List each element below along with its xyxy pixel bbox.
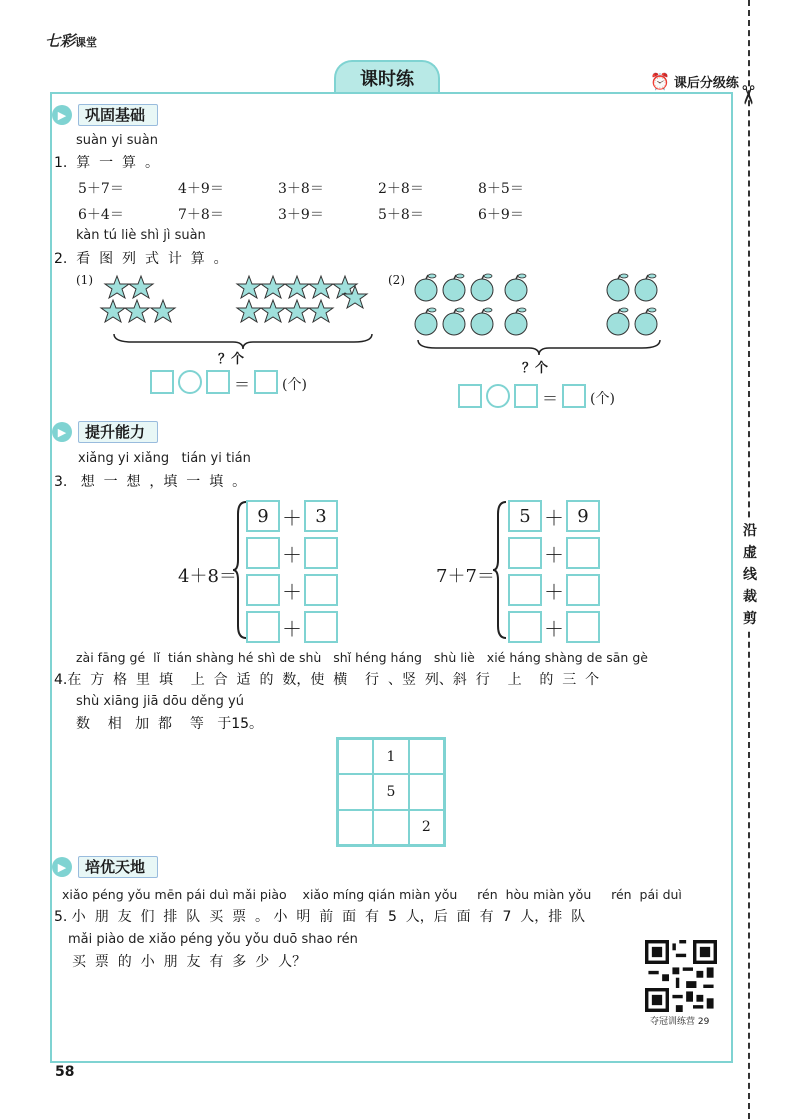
brand-sub: 课堂 [75,36,98,49]
q5-text-2: 买 票 的 小 朋 友 有 多 少 人？ [72,954,307,970]
right-label-text: 课后分级练 [673,76,739,91]
q1-eq-9: 5＋8＝ [378,207,424,223]
qr-caption: 夺冠训练营 29 [650,1017,710,1027]
q1-eq-6: 6＋4＝ [78,207,124,223]
q1-eq-5: 8＋5＝ [478,181,524,197]
section-title: 提升能力 [78,421,158,443]
plus-sign: ＋ [282,617,302,641]
operator-circle[interactable] [486,384,510,408]
q2-part1-label: (1) [76,273,93,287]
cut-label: 沿虚线裁剪 [741,520,759,630]
answer-box[interactable] [508,537,542,569]
star-icon [285,276,309,298]
star-icon [261,276,285,298]
apple-icon [415,308,437,335]
answer-box[interactable] [304,537,338,569]
q1-eq-1: 5＋7＝ [78,181,124,197]
q1-eq-2: 4＋9＝ [178,181,224,197]
apple-icon [471,308,493,335]
section-label [650,72,739,91]
unit-label: (个) [590,391,615,407]
equals-sign: ＝ [234,375,251,394]
plus-sign: ＋ [544,506,564,530]
apple-icon [505,308,527,335]
grid-cell[interactable] [338,739,373,774]
star-group [95,272,375,332]
answer-box[interactable] [150,370,174,394]
q4-pinyin-1: zài fāng gé lǐ tián shàng hé shì de shù shǐ héng háng shù liè xié háng shàng de sān gè [76,650,648,665]
answer-box[interactable] [566,537,600,569]
q2-text: 2. 看 图 列 式 计 算 。 [54,251,228,267]
star-icon [309,276,333,298]
star-icon [101,300,125,322]
play-icon: ▶ [52,105,72,125]
q3-pinyin: xiǎng yi xiǎng tián yi tián [78,451,251,466]
q3-text: 3. 想 一 想 ，填 一 填 。 [54,474,247,490]
star-icon [125,300,149,322]
q2-pinyin: kàn tú liè shì jì suàn [76,228,206,243]
q3-cell: 9 [566,500,600,532]
apple-icon [415,274,437,301]
section-title: 巩固基础 [78,104,158,126]
plus-sign: ＋ [282,580,302,604]
apple-group [410,270,670,342]
q5-pinyin-1: xiǎo péng yǒu mēn pái duì mǎi piào xiǎo míng qián miàn yǒu rén hòu miàn yǒu rén pái duì [62,887,682,902]
section-header-advanced [52,856,158,878]
apple-icon [471,274,493,301]
answer-box[interactable] [246,611,280,643]
star-icon [237,276,261,298]
grid-cell[interactable] [409,739,444,774]
grid-cell: 5 [373,774,408,809]
answer-box[interactable] [508,611,542,643]
grid-cell: 1 [373,739,408,774]
right-brace [492,500,508,640]
answer-box[interactable] [246,574,280,606]
star-icon [261,300,285,322]
star-icon [151,300,175,322]
magic-square-grid [336,737,446,847]
answer-box[interactable] [514,384,538,408]
scissors-icon: ✂ [731,84,762,106]
q3-cell: 5 [508,500,542,532]
q5-text-1: 5. 小 朋 友 们 排 队 买 票 。 小 明 前 面 有 5 人，后 面 有 7 人，排 队 [54,909,586,925]
page-title: 课时练 [334,60,440,94]
star-icon [285,300,309,322]
unit-label: (个) [282,377,307,393]
grid-cell[interactable] [373,810,408,845]
brand-name: 七彩 [45,32,76,50]
brace-2 [416,338,662,356]
q2-2-question: ？个 [522,361,549,376]
q1-pinyin: suàn yi suàn [76,133,159,148]
answer-box[interactable] [508,574,542,606]
q3-left-expr: 4＋8＝ [178,566,237,587]
brand-logo [45,30,97,51]
q5-pinyin-2: mǎi piào de xiǎo péng yǒu yǒu duō shao rén [68,932,358,947]
star-icon [105,276,129,298]
answer-box[interactable] [206,370,230,394]
plus-sign: ＋ [282,506,302,530]
q1-eq-4: 2＋8＝ [378,181,424,197]
plus-sign: ＋ [282,543,302,567]
grid-cell[interactable] [409,774,444,809]
page-number: 58 [55,1064,75,1080]
apple-icon [607,274,629,301]
play-icon: ▶ [52,857,72,877]
q4-text-1: 4.在 方 格 里 填 上 合 适 的 数，使 横 行 、竖 列、斜 行 上 的 三 个 [54,672,600,688]
plus-sign: ＋ [544,543,564,567]
star-icon [129,276,153,298]
plus-sign: ＋ [544,617,564,641]
star-icon [309,300,333,322]
apple-icon [607,308,629,335]
apple-icon [635,308,657,335]
qr-code-icon [645,940,717,1012]
answer-box[interactable] [566,611,600,643]
q4-pinyin-2: shù xiāng jiā dōu děng yú [76,694,244,709]
q3-cell: 3 [304,500,338,532]
q1-eq-7: 7＋8＝ [178,207,224,223]
answer-box[interactable] [304,611,338,643]
q4-text-2: 数 相 加 都 等 于15。 [76,716,264,732]
answer-box[interactable] [458,384,482,408]
equals-sign: ＝ [542,389,559,408]
q3-right-expr: 7＋7＝ [436,566,495,587]
apple-icon [505,274,527,301]
q1-eq-8: 3＋9＝ [278,207,324,223]
play-icon: ▶ [52,422,72,442]
q2-part2-label: (2) [388,273,405,287]
q3-cell: 9 [246,500,280,532]
grid-cell[interactable] [338,810,373,845]
q2-1-question: ？个 [218,352,245,367]
answer-box[interactable] [562,384,586,408]
plus-sign: ＋ [544,580,564,604]
apple-icon [443,308,465,335]
alarm-clock-icon: ⏰ [650,72,670,91]
star-icon [237,300,261,322]
apple-icon [443,274,465,301]
apple-icon [635,274,657,301]
grid-cell[interactable] [338,774,373,809]
q1-eq-3: 3＋8＝ [278,181,324,197]
answer-box[interactable] [246,537,280,569]
grid-cell: 2 [409,810,444,845]
q1-text: 1. 算 一 算 。 [54,155,159,171]
answer-box[interactable] [304,574,338,606]
answer-box[interactable] [566,574,600,606]
operator-circle[interactable] [178,370,202,394]
q1-eq-10: 6＋9＝ [478,207,524,223]
section-header-basics [52,104,158,126]
section-header-ability [52,421,158,443]
answer-box[interactable] [254,370,278,394]
section-title: 培优天地 [78,856,158,878]
